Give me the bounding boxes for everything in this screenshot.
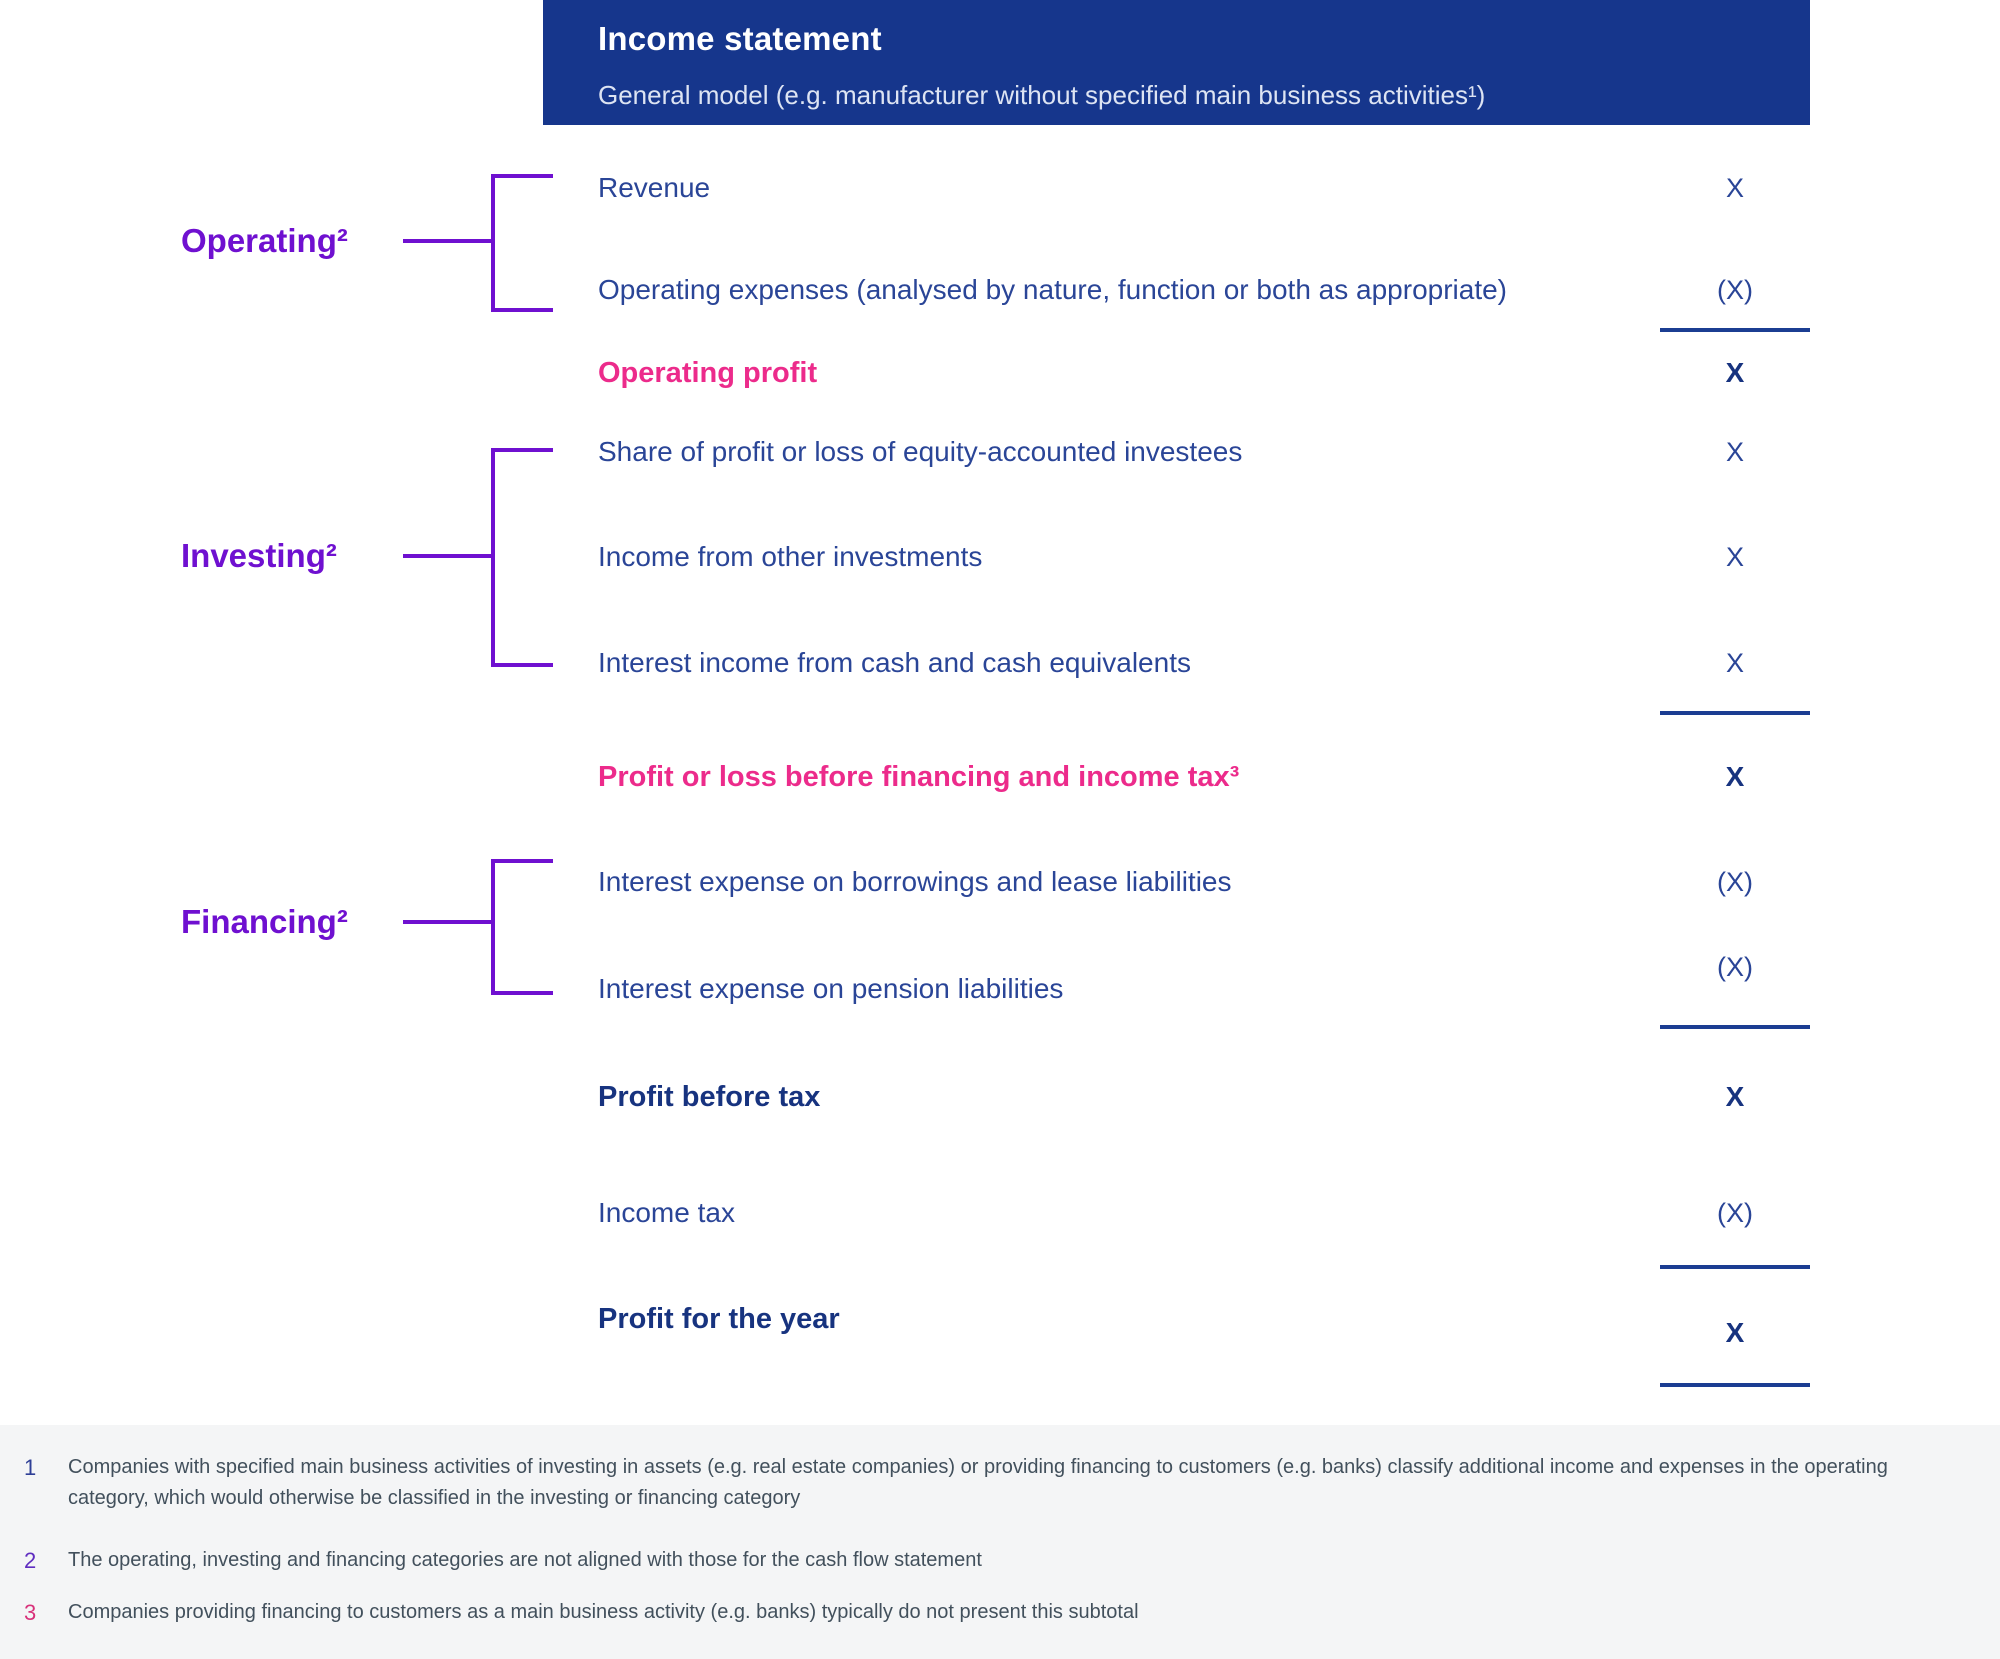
footnote-text: The operating, investing and financing categories are not aligned with those for the cash flow statement bbox=[68, 1549, 982, 1571]
line-item-label: Interest income from cash and cash equivalents bbox=[598, 647, 1191, 678]
bracket-line bbox=[491, 991, 553, 995]
footnote-number: 1 bbox=[24, 1455, 37, 1480]
page-title: Income statement bbox=[598, 20, 882, 57]
bracket-line bbox=[491, 448, 553, 452]
subtotal-rule bbox=[1660, 1025, 1810, 1029]
footnotes-panel bbox=[0, 1425, 2000, 1659]
line-item-value: X bbox=[1725, 1081, 1745, 1112]
line-item-label: Interest expense on borrowings and lease liabilities bbox=[598, 866, 1232, 897]
line-item-value: X bbox=[1725, 173, 1744, 203]
line-item-label: Profit or loss before financing and income tax³ bbox=[598, 761, 1240, 793]
line-item-operating-expenses bbox=[0, 269, 2000, 311]
line-item-operating-profit bbox=[0, 352, 2000, 394]
total-rule bbox=[1660, 1383, 1810, 1387]
category-label-investing: Investing² bbox=[181, 537, 337, 574]
line-item-interest-expense-borrowings bbox=[0, 861, 2000, 903]
line-item-value: (X) bbox=[1717, 1198, 1753, 1228]
line-item-revenue bbox=[0, 167, 2000, 209]
subtotal-rule bbox=[1660, 1265, 1810, 1269]
bracket-line bbox=[491, 859, 553, 863]
subtotal-rule bbox=[1660, 711, 1810, 715]
line-item-label: Interest expense on pension liabilities bbox=[598, 973, 1064, 1004]
line-item-label: Income from other investments bbox=[598, 541, 983, 572]
line-item-label: Profit before tax bbox=[598, 1081, 821, 1113]
line-item-profit-before-financing-tax bbox=[0, 756, 2000, 798]
line-item-value: X bbox=[1725, 542, 1744, 572]
line-item-value: X bbox=[1725, 357, 1745, 388]
footnote-number: 3 bbox=[24, 1600, 37, 1625]
bracket-line bbox=[491, 448, 495, 667]
line-item-value: (X) bbox=[1717, 867, 1753, 897]
bracket-line bbox=[403, 920, 491, 924]
line-item-value: X bbox=[1725, 1317, 1745, 1348]
line-item-share-of-profit bbox=[0, 431, 2000, 473]
line-item-label: Share of profit or loss of equity-accounted investees bbox=[598, 436, 1243, 467]
line-item-income-tax bbox=[0, 1192, 2000, 1234]
line-item-label: Profit for the year bbox=[598, 1303, 840, 1335]
bracket-line bbox=[491, 663, 553, 667]
bracket-line bbox=[491, 308, 553, 312]
footnote-text: Companies providing financing to customers as a main business activity (e.g. banks) typically do not present this subtotal bbox=[68, 1601, 1139, 1623]
header-panel bbox=[543, 0, 1810, 125]
line-item-label: Income tax bbox=[598, 1197, 735, 1228]
bracket-line bbox=[491, 174, 553, 178]
line-item-interest-income-cash bbox=[0, 642, 2000, 684]
line-item-label: Operating profit bbox=[598, 357, 818, 389]
line-item-value: X bbox=[1725, 648, 1744, 678]
page-subtitle: General model (e.g. manufacturer without specified main business activities¹) bbox=[598, 80, 1486, 110]
line-item-value: X bbox=[1725, 761, 1745, 792]
bracket-line bbox=[491, 174, 495, 312]
line-item-profit-before-tax bbox=[0, 1076, 2000, 1118]
bracket-line bbox=[403, 554, 491, 558]
bracket-line bbox=[491, 859, 495, 995]
bracket-line bbox=[403, 239, 491, 243]
line-item-interest-expense-pension bbox=[0, 952, 2000, 1010]
line-item-value: (X) bbox=[1717, 275, 1753, 305]
line-item-label: Operating expenses (analysed by nature, function or both as appropriate) bbox=[598, 274, 1508, 305]
line-item-profit-for-year bbox=[0, 1298, 2000, 1348]
footnote-number: 2 bbox=[24, 1548, 37, 1573]
subtotal-rule bbox=[1660, 328, 1810, 332]
category-label-operating: Operating² bbox=[181, 222, 348, 259]
line-item-label: Revenue bbox=[598, 172, 711, 203]
category-label-financing: Financing² bbox=[181, 903, 348, 940]
footnote-text: Companies with specified main business activities of investing in assets (e.g. real estate companies) or providing financing to customers (e.g. banks) classify additional income and expenses in the operating category, which would otherwise be classified in the investing or financing category bbox=[68, 1456, 1888, 1509]
line-item-value: X bbox=[1725, 437, 1744, 467]
line-item-value: (X) bbox=[1717, 952, 1753, 982]
